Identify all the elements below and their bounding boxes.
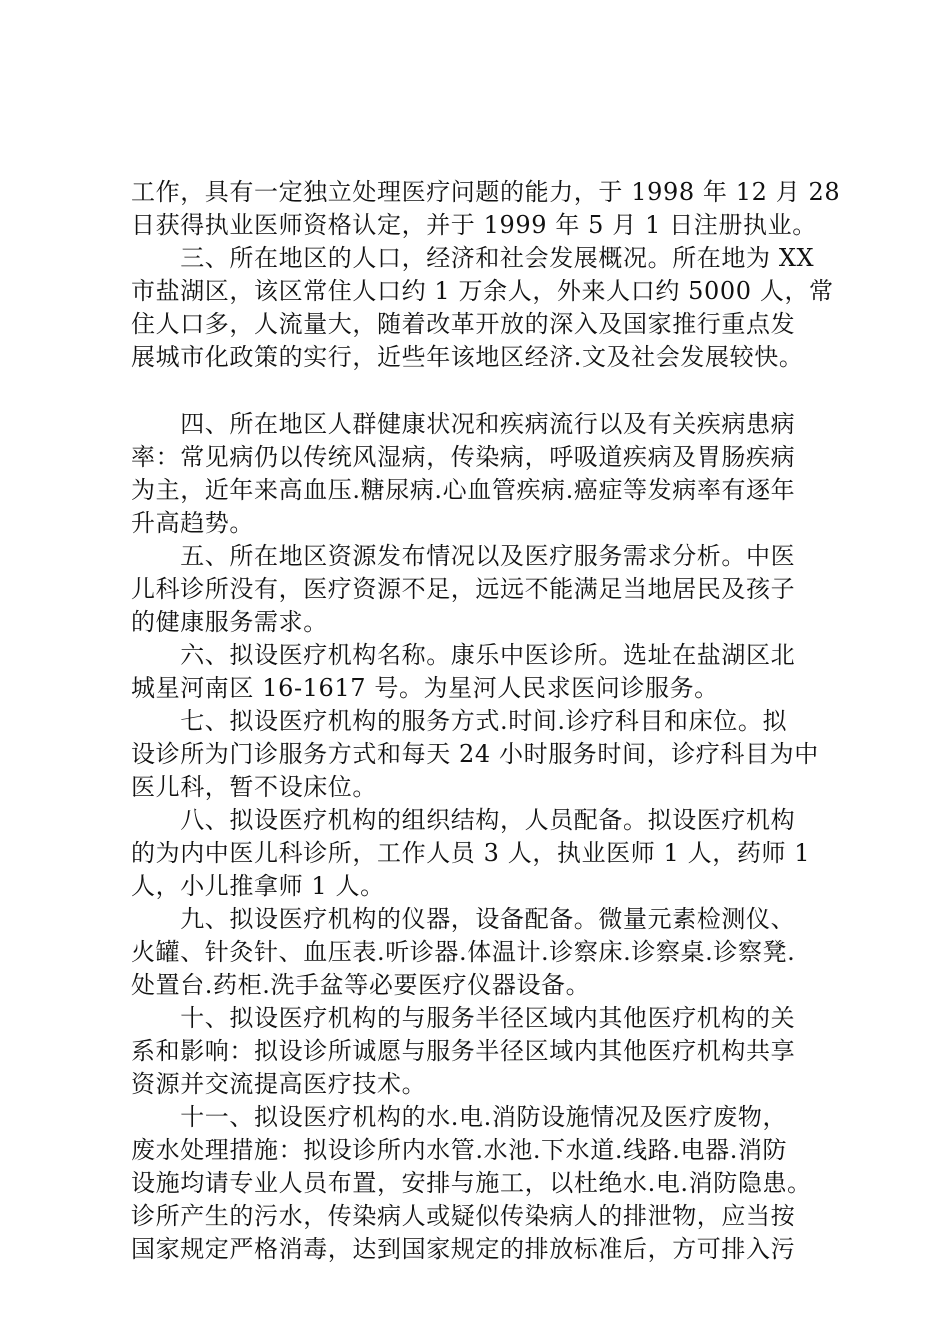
text-line: 展城市化政策的实行，近些年该地区经济.文及社会发展较快。 — [131, 343, 804, 371]
text-line: 率：常见病仍以传统风湿病，传染病，呼吸道疾病及胃肠疾病 — [131, 443, 796, 471]
text-line: 废水处理措施：拟设诊所内水管.水池.下水道.线路.电器.消防 — [131, 1136, 788, 1164]
text-line: 火罐、针灸针、血压表.听诊器.体温计.诊察床.诊察桌.诊察凳. — [131, 938, 796, 966]
text-line: 医儿科，暂不设床位。 — [131, 773, 377, 801]
text-line: 系和影响：拟设诊所诚愿与服务半径区域内其他医疗机构共享 — [131, 1037, 796, 1065]
text-line: 诊所产生的污水，传染病人或疑似传染病人的排泄物，应当按 — [131, 1202, 796, 1230]
document-body — [131, 176, 841, 1266]
text-line: 市盐湖区，该区常住人口约 1 万余人，外来人口约 5000 人，常 — [131, 277, 834, 305]
text-line: 七、拟设医疗机构的服务方式.时间.诊疗科目和床位。拟 — [131, 707, 788, 735]
text-line: 的健康服务需求。 — [131, 608, 328, 636]
text-line: 四、所在地区人群健康状况和疾病流行以及有关疾病患病 — [131, 410, 796, 438]
text-line: 工作，具有一定独立处理医疗问题的能力，于 1998 年 12 月 28 — [131, 178, 841, 206]
text-line: 五、所在地区资源发布情况以及医疗服务需求分析。中医 — [131, 542, 796, 570]
paragraph-gap — [131, 374, 831, 408]
text-line: 六、拟设医疗机构名称。康乐中医诊所。选址在盐湖区北 — [131, 641, 796, 669]
text-line: 人，小儿推拿师 1 人。 — [131, 872, 385, 900]
text-line: 设施均请专业人员布置，安排与施工，以杜绝水.电.消防隐患。 — [131, 1169, 812, 1197]
text-line: 资源并交流提高医疗技术。 — [131, 1070, 427, 1098]
text-line: 儿科诊所没有，医疗资源不足，远远不能满足当地居民及孩子 — [131, 575, 796, 603]
text-line: 九、拟设医疗机构的仪器，设备配备。微量元素检测仪、 — [131, 905, 796, 933]
text-line: 城星河南区 16-1617 号。为星河人民求医问诊服务。 — [131, 674, 719, 702]
text-line: 十一、拟设医疗机构的水.电.消防设施情况及医疗废物， — [131, 1103, 788, 1131]
text-line: 住人口多，人流量大，随着改革开放的深入及国家推行重点发 — [131, 310, 796, 338]
text-line: 日获得执业医师资格认定，并于 1999 年 5 月 1 日注册执业。 — [131, 211, 817, 239]
text-line: 八、拟设医疗机构的组织结构，人员配备。拟设医疗机构 — [131, 806, 796, 834]
text-line: 升高趋势。 — [131, 509, 254, 537]
text-line: 设诊所为门诊服务方式和每天 24 小时服务时间，诊疗科目为中 — [131, 740, 819, 768]
text-line: 为主，近年来高血压.糖尿病.心血管疾病.癌症等发病率有逐年 — [131, 476, 796, 504]
text-line: 十、拟设医疗机构的与服务半径区域内其他医疗机构的关 — [131, 1004, 796, 1032]
text-line: 处置台.药柜.洗手盆等必要医疗仪器设备。 — [131, 971, 591, 999]
text-line: 的为内中医儿科诊所，工作人员 3 人，执业医师 1 人，药师 1 — [131, 839, 811, 867]
text-line: 国家规定严格消毒，达到国家规定的排放标准后，方可排入污 — [131, 1235, 796, 1263]
text-line: 三、所在地区的人口，经济和社会发展概况。所在地为 XX — [131, 244, 815, 272]
